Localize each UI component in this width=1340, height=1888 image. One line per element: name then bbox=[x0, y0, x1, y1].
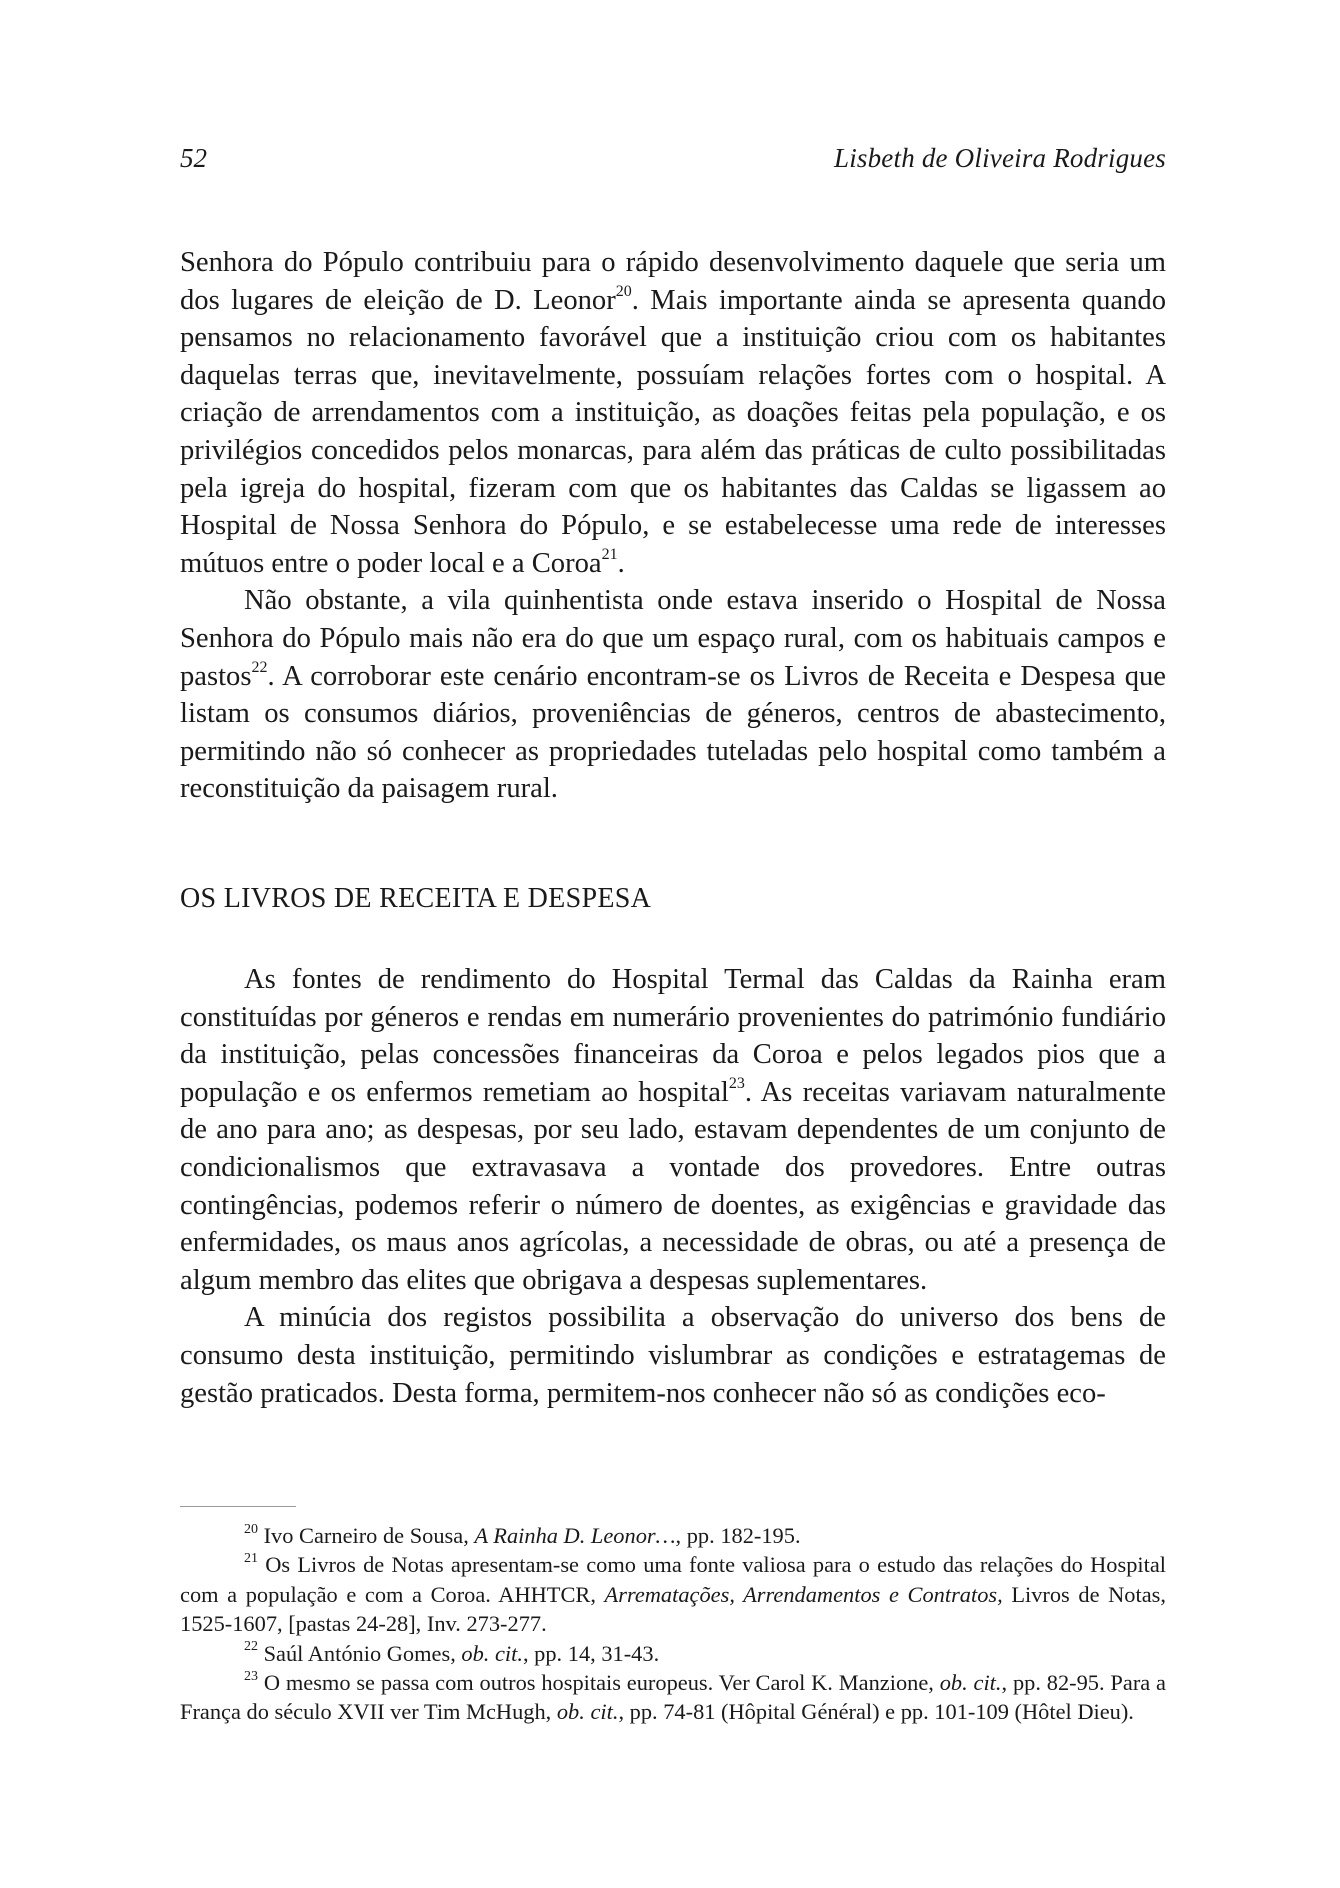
paragraph: A minúcia dos registos possibilita a observação do universo dos bens de consumo desta instituição, permitindo vislumbrar as condições e estratagemas de gestão praticados. Desta forma, permitem-nos conhecer não só as condições eco- bbox=[180, 1302, 1166, 1409]
running-head: Lisbeth de Oliveira Rodrigues bbox=[833, 143, 1166, 173]
footnote-number: 22 bbox=[244, 1639, 258, 1655]
footnotes bbox=[180, 1521, 1166, 1727]
footnote-number: 20 bbox=[244, 1521, 258, 1537]
section-heading: OS LIVROS DE RECEITA E DESPESA bbox=[180, 883, 652, 914]
page-header bbox=[180, 143, 1166, 183]
footnote-ref: 22 bbox=[251, 659, 268, 676]
italic-title: ob. cit. bbox=[556, 1699, 619, 1725]
paragraph bbox=[180, 582, 1166, 808]
footnote-number: 21 bbox=[244, 1550, 258, 1566]
italic-title: ob. cit. bbox=[461, 1640, 523, 1666]
italic-title: ob. cit. bbox=[939, 1670, 1002, 1696]
text: Livros de Notas, 1525-1607, [pastas 24-28], Inv. 273-277. bbox=[180, 1581, 1166, 1637]
footnote-20 bbox=[180, 1521, 1166, 1550]
text: Saúl António Gomes, bbox=[258, 1640, 462, 1666]
text: . A corroborar este cenário encontram-se os Livros de Receita e Despesa que listam os consumos diários, proveniências de géneros, centros de abastecimento, permitindo não só conhecer as propriedades tuteladas pelo hospital como também a reconstituição da paisagem rural. bbox=[180, 660, 1166, 805]
text: O mesmo se passa com outros hospitais europeus. Ver Carol K. Manzione, bbox=[258, 1670, 940, 1696]
text: As fontes de rendimento do Hospital Termal das Caldas da Rainha eram constituídas por géneros e rendas em numerário provenientes do património fundiário da instituição, pelas concessões financeiras da Coroa e pelos legados pios que a população e os enfermos remetiam ao hospital bbox=[180, 964, 1166, 1108]
footnote-number: 23 bbox=[244, 1668, 258, 1684]
footnote-ref: 21 bbox=[601, 546, 618, 564]
text: . bbox=[617, 547, 625, 579]
footnote-divider bbox=[180, 1506, 296, 1507]
page-number: 52 bbox=[180, 143, 207, 173]
text: , pp. 182-195. bbox=[675, 1523, 801, 1548]
text: , pp. 82-95. Para a França do século XVII ver Tim McHugh, bbox=[180, 1670, 1166, 1725]
italic-title: Arrematações, Arrendamentos e Contratos, bbox=[604, 1581, 1003, 1607]
body-text-section-2 bbox=[180, 961, 1166, 1412]
text: Os Livros de Notas apresentam-se como uma fonte valiosa para o estudo das relações do Hospital com a população e com a Coroa. AHHTCR, bbox=[180, 1552, 1166, 1607]
footnote-ref: 23 bbox=[728, 1075, 745, 1093]
text: . As receitas variavam naturalmente de ano para ano; as despesas, por seu lado, estavam dependentes de um conjunto de condicionalismos que extravasava a vontade dos provedores. Entre outras contingências, podemos referir o número de doentes, as exigências e gravidade das enfermidades, os maus anos agrícolas, a necessidade de obras, ou até a presença de algum membro das elites que obrigava a despesas suplementares. bbox=[180, 1076, 1166, 1296]
body-text-section-1 bbox=[180, 244, 1166, 808]
footnote-ref: 20 bbox=[615, 283, 632, 301]
text: Ivo Carneiro de Sousa, bbox=[258, 1523, 475, 1548]
footnote-21 bbox=[180, 1550, 1166, 1638]
text: Não obstante, a vila quinhentista onde estava inserido o Hospital de Nossa Senhora do Pópulo mais não era do que um espaço rural, com os habituais campos e pastos bbox=[180, 585, 1166, 692]
text: . Mais importante ainda se apresenta quando pensamos no relacionamento favorável que a instituição criou com os habitantes daquelas terras que, inevitavelmente, possuíam relações fortes com o hospital. A criação de arrendamentos com a instituição, as doações feitas pela população, e os privilégios concedidos pelos monarcas, para além das práticas de culto possibilitadas pela igreja do hospital, fizeram com que os habitantes das Caldas se ligassem ao Hospital de Nossa Senhora do Pópulo, e se estabelecesse uma rede de interesses mútuos entre o poder local e a Coroa bbox=[180, 284, 1167, 579]
text: , pp. 74-81 (Hôpital Général) e pp. 101-109 (Hôtel Dieu). bbox=[618, 1699, 1134, 1725]
text: Senhora do Pópulo contribuiu para o rápido desenvolvimento daquele que seria um dos lugares de eleição de D. Leonor bbox=[180, 247, 1166, 316]
footnote-22 bbox=[180, 1639, 1166, 1668]
text: , pp. 14, 31-43. bbox=[522, 1640, 660, 1666]
italic-title: A Rainha D. Leonor… bbox=[474, 1523, 676, 1548]
paragraph bbox=[180, 961, 1166, 1299]
footnote-23 bbox=[180, 1668, 1166, 1727]
paragraph bbox=[180, 244, 1166, 582]
